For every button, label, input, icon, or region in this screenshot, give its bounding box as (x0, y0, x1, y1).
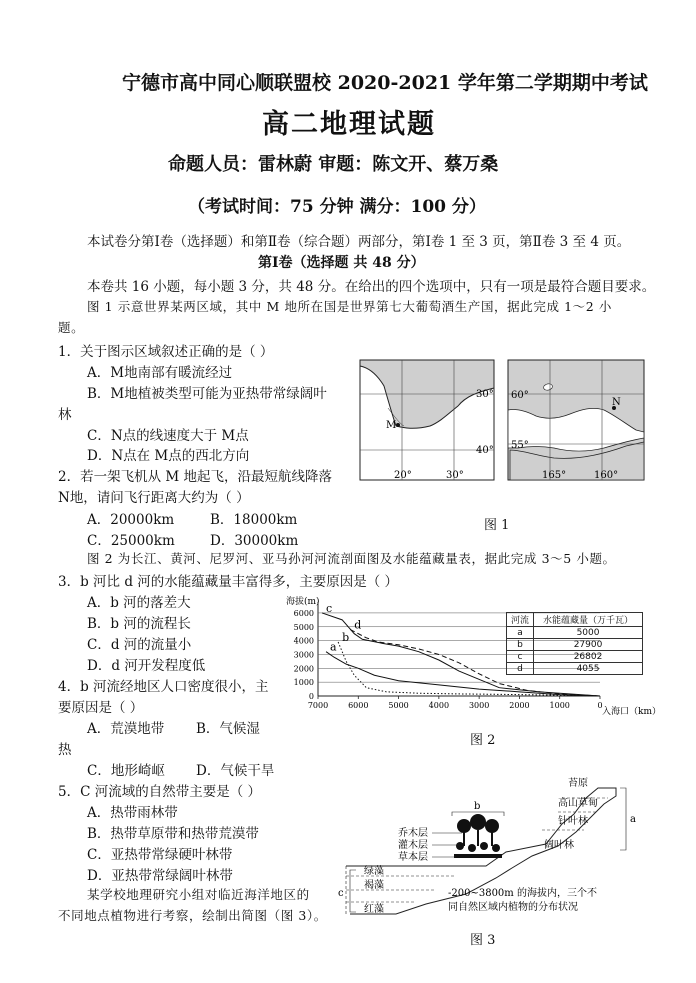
series-label-c: c (326, 601, 333, 615)
figure-3-vegetation (336, 774, 656, 924)
exam-time-line: （考试时间：75 分钟 满分：100 分） (188, 197, 486, 217)
fig3-note-1: -200~3800m 的海拔内，三个不 (448, 888, 597, 899)
zone-tundra: 苔原 (568, 778, 588, 789)
x-tick-label: 2000 (509, 701, 530, 710)
q3-option-a: A．b 河的落差大 (87, 595, 191, 611)
fig1-intro: 图 1 示意世界某两区域，其中 M 地所在国是世界第七大葡萄酒生产国，据此完成 1～2 小 (87, 299, 612, 314)
figure-3-caption: 图 3 (470, 933, 496, 948)
q4-stem-cont: 要原因是（ ） (58, 700, 144, 716)
point-n-label: N (612, 397, 621, 408)
q2-stem-cont: N地，请问飞行距离大约为（ ） (58, 490, 250, 506)
q2-option-c: C．25000km (87, 533, 175, 549)
table-row (507, 651, 643, 663)
q3-option-d: D．d 河开发程度低 (87, 658, 206, 674)
algae-green: 绿藻 (364, 866, 384, 877)
lon-label-160: 160° (594, 470, 619, 481)
authors-line: 命题人员：雷林蔚 审题：陈文开、蔡万桑 (168, 154, 499, 175)
zone-alpine-meadow: 高山草甸 (558, 798, 598, 809)
table-cell-river: c (507, 651, 534, 663)
series-label-b: b (342, 631, 350, 644)
q3-option-c: C．d 河的流量小 (87, 637, 192, 653)
table-cell-energy: 27900 (534, 639, 643, 651)
q1-stem: 1．关于图示区域叙述正确的是（ ） (58, 344, 274, 360)
table-cell-energy: 26802 (534, 651, 643, 663)
fig2-intro: 图 2 为长江、黄河、尼罗河、亚马孙河河流剖面图及水能蕴藏量表，据此完成 3～5 小题。 (87, 551, 616, 566)
series-label-a: a (330, 640, 337, 654)
layer-shrub: 灌木层 (398, 840, 428, 851)
part1-title: 第Ⅰ卷（选择题 共 48 分） (258, 255, 425, 271)
x-tick-label: 7000 (307, 701, 329, 710)
q5-option-c: C．亚热带常绿硬叶林带 (87, 847, 233, 863)
intro-text: 本试卷分第Ⅰ卷（选择题）和第Ⅱ卷（综合题）两部分，第Ⅰ卷 1 至 3 页，第Ⅱ卷 3 至 4 页。 (87, 234, 631, 250)
fig3-intro-cont: 不同地点植物进行考察，绘制出简图（图 3）。 (58, 908, 327, 923)
q1-option-c: C．N点的线速度大于 M点 (87, 428, 249, 444)
zone-broadleaf: 阔叶林 (544, 840, 574, 851)
q4-stem: 4．b 河流经地区人口密度很小，主 (58, 679, 269, 695)
subject-title: 高二地理试题 (262, 109, 436, 140)
layer-tree: 乔木层 (398, 828, 428, 839)
map-left (360, 360, 494, 481)
part1-note: 本卷共 16 小题，每小题 3 分，共 48 分。在给出的四个选项中，只有一项是最符合题目要求。 (87, 279, 656, 295)
q2-stem: 2．若一架飞机从 M 地起飞，沿最短航线降落 (58, 469, 332, 485)
y-tick-label: 0 (308, 692, 314, 701)
table-row (507, 639, 643, 651)
lon-label-165: 165° (542, 470, 567, 481)
map-right (508, 360, 644, 481)
table-row (507, 663, 643, 675)
fig1-intro-cont: 题。 (58, 320, 85, 335)
y-tick-label: 1000 (293, 678, 314, 688)
lon-label-30: 30° (446, 470, 464, 481)
table-cell-energy: 5000 (534, 627, 643, 639)
x-tick-label: 3000 (468, 701, 490, 710)
hydro-table (506, 612, 643, 675)
table-header-river: 河流 (507, 613, 534, 627)
point-m-marker (396, 423, 400, 427)
table-header-energy: 水能蕴藏量（万千瓦） (534, 613, 643, 627)
lat-label-60: 60° (511, 390, 529, 401)
x-tick-label: 5000 (388, 701, 409, 710)
q5-stem: 5．C 河流域的自然带主要是（ ） (58, 784, 262, 800)
fig3-intro: 某学校地理研究小组对临近海洋地区的 (87, 887, 310, 902)
figure-1-maps (358, 358, 648, 486)
q1-option-b: B．M地植被类型可能为亚热带常绿阔叶 (87, 386, 327, 402)
q4-option-c: C．地形崎岖 (87, 763, 165, 779)
q4-option-a: A．荒漠地带 (87, 721, 165, 737)
label-b: b (474, 801, 481, 812)
x-tick-label: 4000 (428, 701, 450, 710)
q5-option-b: B．热带草原带和热带荒漠带 (87, 826, 259, 842)
q5-option-d: D．亚热带常绿阔叶林带 (87, 868, 233, 884)
y-tick-label: 2000 (293, 664, 314, 674)
q4-option-b: B．气候湿 (196, 721, 260, 737)
x-tick-label: 0 (597, 701, 603, 710)
layer-herb: 草本层 (398, 852, 428, 863)
label-c: c (338, 888, 344, 899)
figure-2-caption: 图 2 (470, 733, 496, 748)
q1-option-a: A．M地南部有暖流经过 (87, 365, 233, 381)
x-axis-label: 入海口（km） (602, 707, 661, 717)
algae-brown: 褐藻 (364, 880, 384, 891)
q4-option-d: D．气候干旱 (196, 763, 275, 779)
algae-red: 红藻 (364, 904, 384, 915)
q4-option-b-cont: 热 (58, 742, 72, 758)
zone-coniferous: 针叶林 (558, 816, 588, 827)
y-tick-label: 4000 (293, 636, 314, 646)
q1-option-d: D．N点在 M点的西北方向 (87, 448, 250, 464)
q3-stem: 3．b 河比 d 河的水能蕴藏量丰富得多，主要原因是（ ） (58, 574, 399, 590)
table-cell-river: a (507, 627, 534, 639)
table-cell-river: b (507, 639, 534, 651)
table-row (507, 627, 643, 639)
point-m-label: M (386, 420, 397, 431)
q5-option-a: A．热带雨林带 (87, 805, 178, 821)
y-axis-label: 海拔(m) (286, 597, 320, 607)
q2-option-a: A．20000km (87, 512, 175, 528)
lat-label-30: 30° (476, 389, 494, 400)
label-a: a (630, 814, 636, 825)
y-tick-label: 3000 (293, 650, 314, 660)
q1-option-b-cont: 林 (58, 407, 72, 423)
figure-1-caption: 图 1 (484, 518, 510, 533)
table-cell-river: d (507, 663, 534, 675)
q3-option-b: B．b 河的流程长 (87, 616, 191, 632)
exam-title-line: 宁德市高中同心顺联盟校 2020-2021 学年第二学期期中考试 (122, 72, 648, 94)
lon-label-20: 20° (394, 470, 412, 481)
q2-option-b: B．18000km (210, 512, 298, 528)
lat-label-55: 55° (511, 440, 529, 451)
y-tick-label: 5000 (293, 622, 314, 632)
forest-icon (454, 814, 502, 858)
series-label-d: d (354, 618, 362, 632)
x-tick-label: 6000 (348, 701, 369, 710)
lat-label-40: 40° (476, 445, 494, 456)
table-cell-energy: 4055 (534, 663, 643, 675)
y-tick-label: 6000 (293, 608, 314, 618)
x-tick-label: 1000 (549, 701, 570, 710)
hydro-table-wrap (506, 612, 643, 675)
q2-option-d: D．30000km (210, 533, 299, 549)
fig3-note-2: 同自然区域内植物的分布状况 (448, 902, 578, 913)
